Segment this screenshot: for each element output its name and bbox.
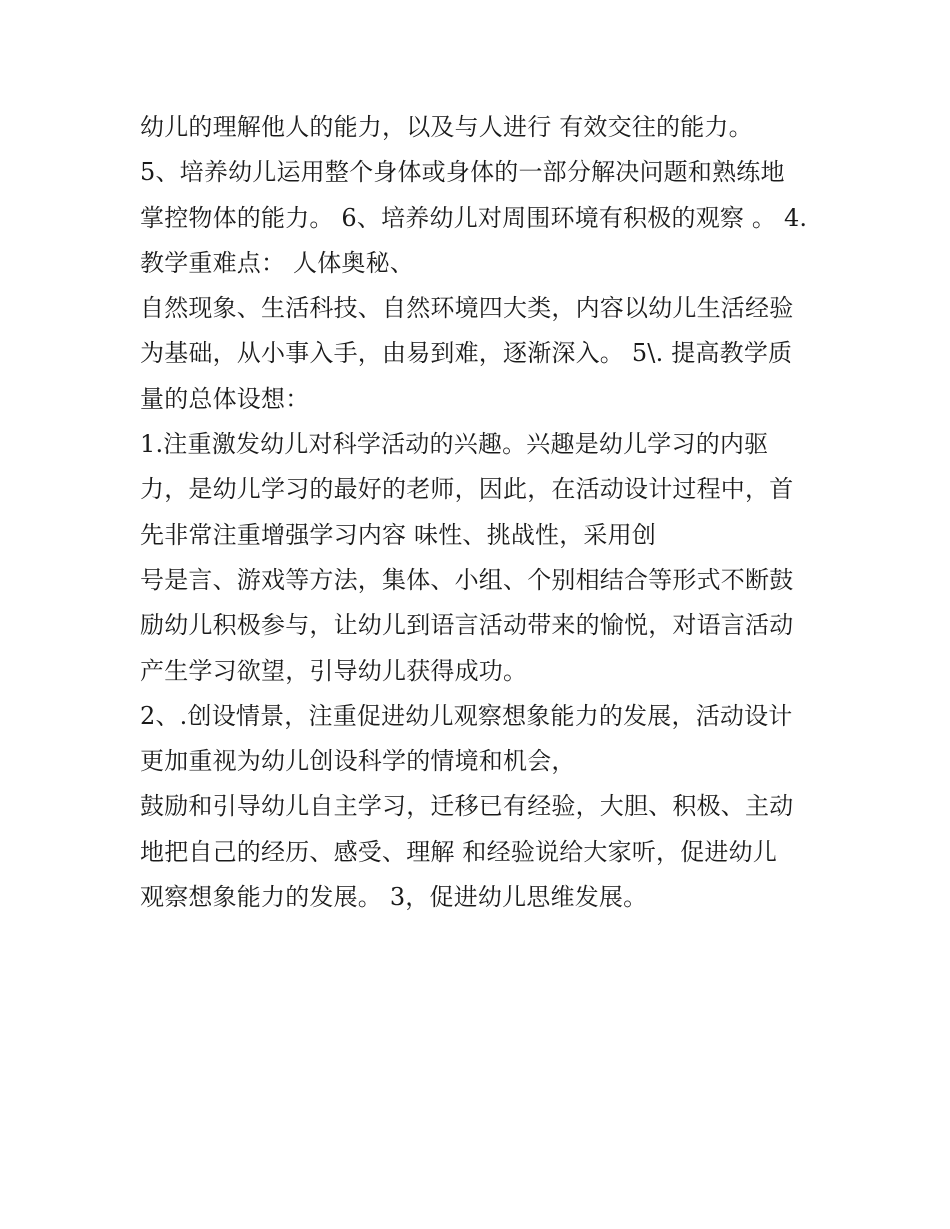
text-line: 教学重难点： 人体奥秘、 [140, 248, 415, 277]
body-text [140, 105, 830, 920]
text-line: 号是言、游戏等方法，集体、小组、个别相结合等形式不断鼓 [140, 565, 794, 594]
text-line: 力，是幼儿学习的最好的老师，因此，在活动设计过程中，首 [140, 475, 794, 504]
text-line: 2、.创设情景，注重促进幼儿观察想象能力的发展，活动设计 [140, 701, 793, 730]
text-line: 鼓励和引导幼儿自主学习，迁移已有经验，大胆、积极、主动 [140, 792, 794, 821]
text-line: 自然现象、生活科技、自然环境四大类，内容以幼儿生活经验 [140, 294, 794, 323]
text-line: 更加重视为幼儿创设科学的情境和机会， [140, 747, 576, 776]
text-line: 5、培养幼儿运用整个身体或身体的一部分解决问题和熟练地 [140, 158, 785, 187]
text-line: 地把自己的经历、感受、理解 和经验说给大家听，促进幼儿 [140, 837, 778, 866]
text-line: 量的总体设想： [140, 384, 310, 413]
text-line: 掌控物体的能力。 6、培养幼儿对周围环境有积极的观察 。 4. [140, 203, 808, 232]
text-line: 励幼儿积极参与，让幼儿到语言活动带来的愉悦，对语言活动 [140, 611, 794, 640]
text-line: 产生学习欲望，引导幼儿获得成功。 [140, 656, 528, 685]
text-line: 1.注重激发幼儿对科学活动的兴趣。兴趣是幼儿学习的内驱 [140, 430, 769, 459]
text-line: 先非常注重增强学习内容 味性、挑战性，采用创 [140, 520, 657, 549]
text-line: 幼儿的理解他人的能力，以及与人进行 有效交往的能力。 [140, 113, 753, 141]
text-line: 为基础，从小事入手，由易到难，逐渐深入。 5\. 提高教学质 [140, 339, 793, 368]
text-line: 观察想象能力的发展。 3，促进幼儿思维发展。 [140, 883, 648, 912]
